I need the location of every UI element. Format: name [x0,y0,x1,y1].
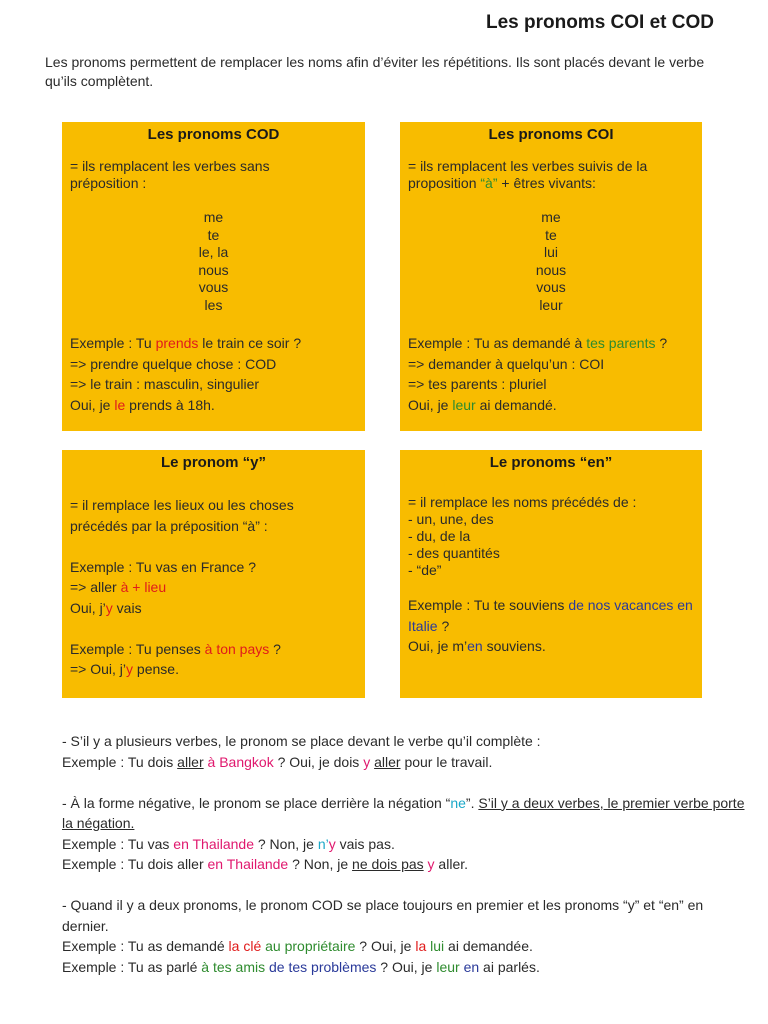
rule-text: - Quand il y a deux pronoms, le pronom COD se place toujours en premier et les pronoms “y” et “en” en dernier. [62,897,704,934]
coi-example-answer: Oui, je leur ai demandé. [408,396,557,413]
cod-example-answer: Oui, je le prends à 18h. [70,396,215,413]
spacer [62,772,752,793]
pronoun-item: te [545,226,557,243]
pronoun-item: te [207,226,220,243]
page-title: Les pronoms COI et COD [485,12,714,33]
en-list-item: - un, une, des [408,511,494,527]
rule-example: Exemple : Tu vas en Thailande ? Non, je n’y vais pas. [62,835,395,852]
rules-section [62,731,752,977]
pronoun-item: le, la [198,244,229,260]
en-example [408,595,694,657]
pronoun-item: vous [198,279,229,295]
pronoun-item: me [541,209,561,225]
pronoun-item: me [203,209,224,225]
en-example-answer: Oui, je m’en souviens. [408,638,546,654]
coi-example [408,333,694,415]
y-example-question: Exemple : Tu penses à ton pays ? [70,640,281,657]
cod-box [62,122,365,431]
pronoun-item: lui [543,244,558,260]
rule-example: Exemple : Tu dois aller en Thailande ? Non, je ne dois pas y aller. [62,856,469,872]
y-description: = il remplace les lieux ou les choses précédés par la préposition “à” : [70,497,294,534]
en-list-item: - des quantités [408,545,500,561]
en-example-question: Exemple : Tu te souviens de nos vacances en Italie ? [408,597,693,634]
pronoun-item: les [204,296,223,313]
pronoun-item: nous [198,261,229,278]
coi-pronoun-list [408,209,694,314]
cod-example-question: Exemple : Tu prends le train ce soir ? [70,335,302,351]
en-box [400,450,702,698]
rule-example: Exemple : Tu dois aller à Bangkok ? Oui, je dois y aller pour le travail. [62,753,493,770]
coi-heading: Les pronoms COI [488,126,614,143]
y-example-question: Exemple : Tu vas en France ? [70,558,256,575]
y-content [70,495,357,680]
cod-example-line: => prendre quelque chose : COD [70,355,277,372]
rule-text: - S’il y a plusieurs verbes, le pronom se place devant le verbe qu’il complète : [62,733,541,749]
cod-pronoun-list [70,209,357,314]
coi-example-question: Exemple : Tu as demandé à tes parents ? [408,335,668,351]
cod-heading: Les pronoms COD [147,126,280,143]
pronoun-item: nous [535,261,567,278]
cod-example-line: => le train : masculin, singulier [70,376,260,392]
spacer [70,536,357,557]
en-list-item: - du, de la [408,528,471,544]
coi-box [400,122,702,431]
cod-example [70,333,357,415]
y-example-answer: => Oui, j’y pense. [70,661,179,677]
en-heading: Le pronoms “en” [489,454,613,471]
coi-example-line: => tes parents : pluriel [408,376,547,392]
spacer [62,875,752,896]
y-heading: Le pronom “y” [160,454,266,471]
cod-description: = ils remplacent les verbes sans préposition : [70,158,270,191]
y-box [62,450,365,698]
pronoun-item: leur [539,296,563,313]
intro-text: Les pronoms permettent de remplacer les noms afin d’éviter les répétitions. Ils sont placés devant le verbe qu’ils complètent. [45,54,705,89]
coi-description: = ils remplacent les verbes suivis de la proposition “à” + êtres vivants: [408,158,648,191]
en-description: = il remplace les noms précédés de : [408,494,637,510]
spacer [70,618,357,639]
rule-example: Exemple : Tu as demandé la clé au propriétaire ? Oui, je la lui ai demandée. [62,938,533,954]
y-example-line: => aller à + lieu [70,579,167,595]
rule-text: - À la forme négative, le pronom se place derrière la négation “ne”. S’il y a deux verbes, le premier verbe porte la négation. [62,794,745,831]
pronoun-item: vous [536,279,566,295]
en-list-item: - “de” [408,562,442,578]
rule-example: Exemple : Tu as parlé à tes amis de tes problèmes ? Oui, je leur en ai parlés. [62,958,540,975]
coi-example-line: => demander à quelqu’un : COI [408,355,605,372]
y-example-answer: Oui, j’y vais [70,599,142,616]
